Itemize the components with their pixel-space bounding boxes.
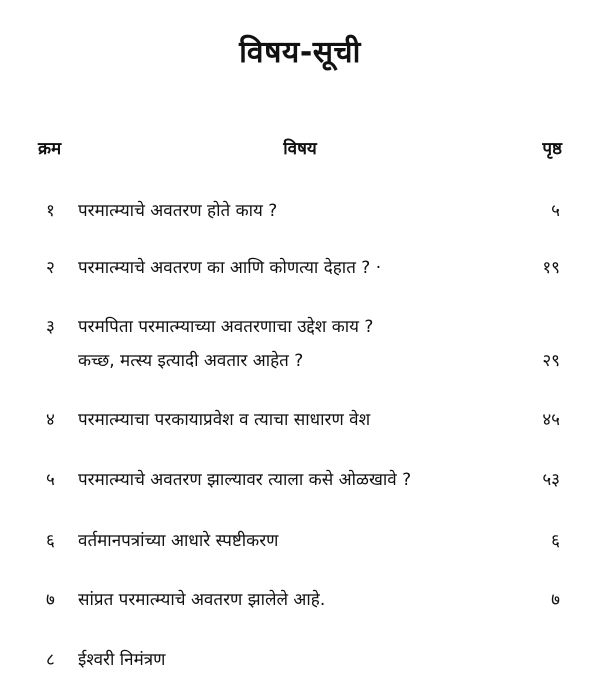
toc-row	[0, 312, 600, 382]
header-number: क्रम	[38, 139, 62, 159]
toc-page: १९	[542, 258, 560, 278]
toc-title: परमात्म्याचे अवतरण होते काय ?	[78, 201, 278, 221]
page-title: विषय-सूची	[239, 35, 361, 70]
toc-title: ईश्वरी निमंत्रण	[78, 650, 166, 670]
toc-title-continued: कच्छ, मत्स्य इत्यादी अवतार आहेत ?	[78, 351, 304, 371]
toc-page: ६	[551, 531, 560, 551]
toc-page: ७	[551, 590, 560, 610]
toc-number: ७	[46, 590, 55, 610]
toc-number: ५	[46, 470, 55, 490]
toc-title: परमपिता परमात्म्याच्या अवतरणाचा उद्देश काय ?	[78, 317, 374, 337]
header-page: पृष्ठ	[542, 139, 562, 159]
toc-title: परमात्म्याचे अवतरण का आणि कोणत्या देहात ? ·	[78, 258, 382, 278]
toc-number: २	[46, 258, 55, 278]
toc-page: ५	[551, 201, 560, 221]
toc-page: २९	[542, 351, 560, 371]
toc-number: ६	[46, 531, 55, 551]
toc-number: १	[46, 201, 55, 221]
toc-page: ५३	[542, 470, 560, 490]
toc-title: सांप्रत परमात्म्याचे अवतरण झालेले आहे.	[78, 590, 326, 610]
toc-title: परमात्म्याचे अवतरण झाल्यावर त्याला कसे ओळखावे ?	[78, 470, 412, 490]
toc-number: ३	[46, 317, 55, 337]
toc-page: ४५	[542, 410, 560, 430]
toc-title: वर्तमानपत्रांच्या आधारे स्पष्टीकरण	[78, 531, 279, 551]
toc-number: ४	[46, 410, 55, 430]
header-subject: विषय	[283, 139, 317, 159]
toc-title: परमात्म्याचा परकायाप्रवेश व त्याचा साधारण वेश	[78, 410, 371, 430]
toc-number: ८	[46, 650, 55, 670]
